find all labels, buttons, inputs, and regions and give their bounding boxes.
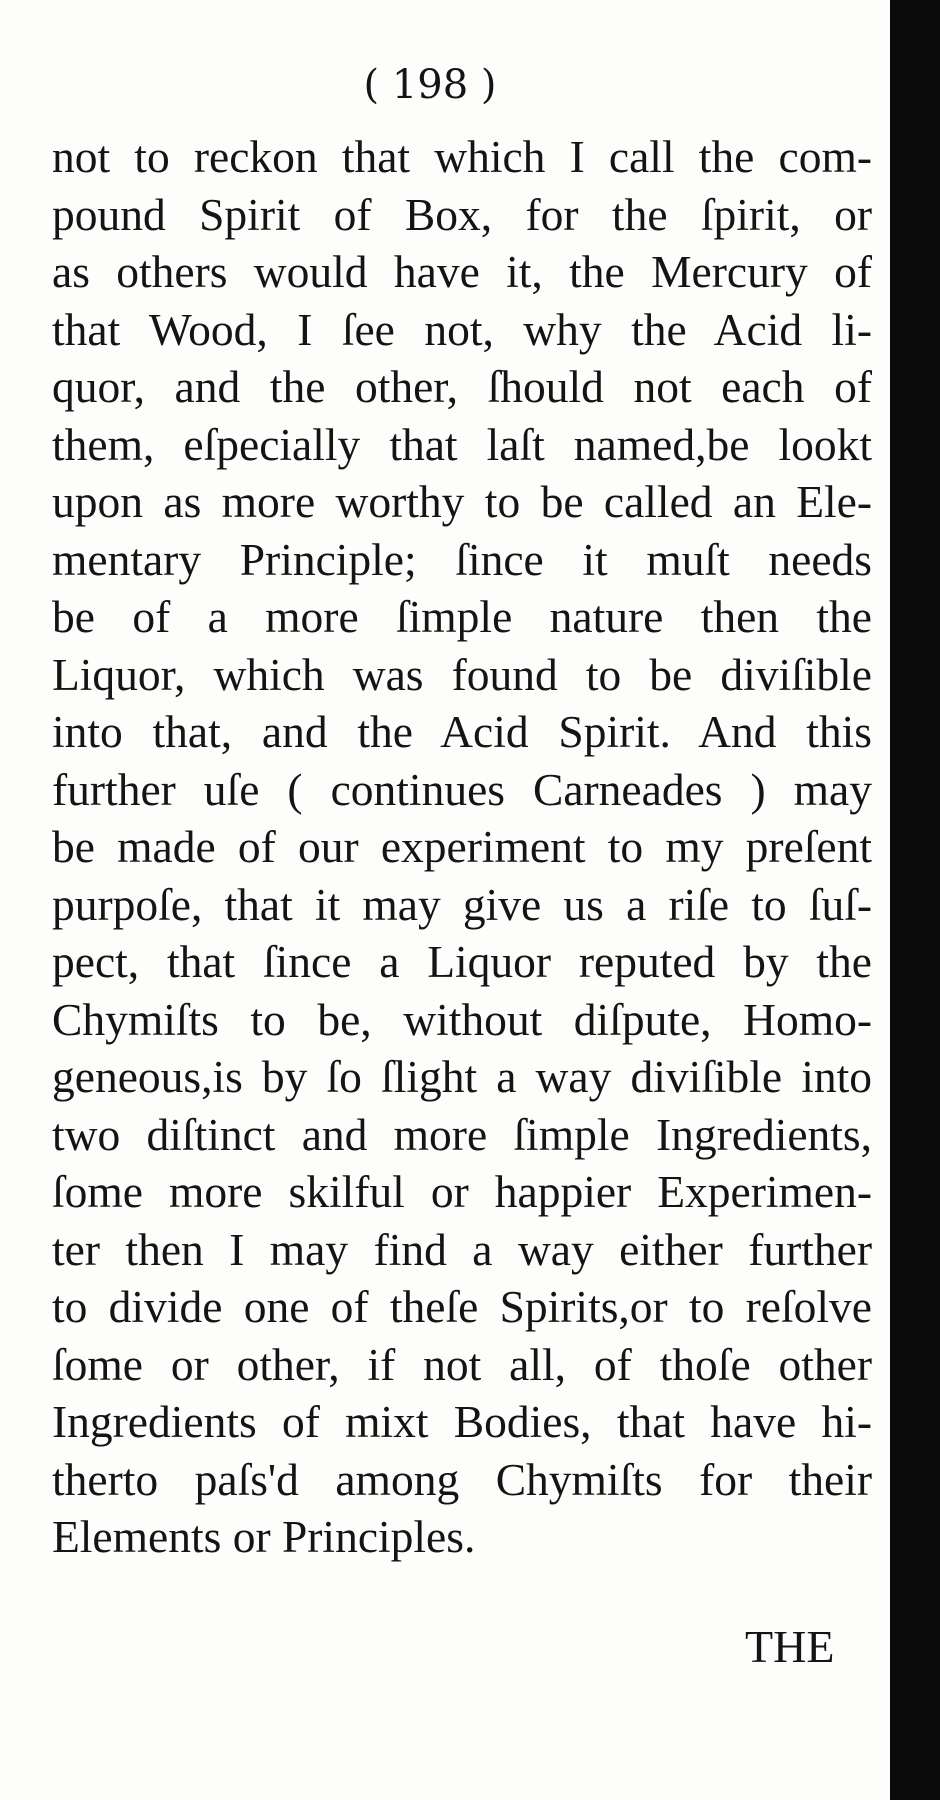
text-line: as others would have it, the Mercury of	[52, 246, 872, 297]
text-line: Ingredients of mixt Bodies, that have hi-	[52, 1396, 872, 1447]
text-line: Liquor, which was found to be diviſible	[52, 648, 872, 700]
text-line: that Wood, I ſee not, why the Acid li-	[52, 303, 872, 355]
text-line: be made of our experiment to my preſent	[52, 821, 872, 872]
text-line: pound Spirit of Box, for the ſpirit, or	[52, 188, 872, 240]
text-line: mentary Principle; ſince it muſt needs	[52, 533, 872, 585]
text-line: Chymiſts to be, without diſpute, Homo-	[52, 993, 872, 1045]
text-line: quor, and the other, ſhould not each of	[52, 361, 872, 412]
text-line: purpoſe, that it may give us a riſe to ſuſ-	[52, 878, 872, 930]
text-line: into that, and the Acid Spirit. And this	[52, 706, 872, 757]
page-number: ( 198 )	[363, 62, 497, 108]
text-line: ter then I may find a way either further	[52, 1223, 872, 1275]
text-line: geneous,is by ſo ſlight a way diviſible into	[52, 1051, 872, 1102]
text-line: be of a more ſimple nature then the	[52, 591, 872, 642]
text-line: ſome or other, if not all, of thoſe other	[52, 1338, 872, 1390]
text-line: pect, that ſince a Liquor reputed by the	[52, 936, 872, 987]
text-line: further uſe ( continues Carneades ) may	[52, 763, 872, 815]
text-line: not to reckon that which I call the com-	[52, 131, 872, 182]
text-line: them, eſpecially that laſt named,be lookt	[52, 418, 872, 470]
text-line: upon as more worthy to be called an Ele-	[52, 476, 872, 527]
catchword: THE	[745, 1621, 835, 1672]
text-line: Elements or Principles.	[52, 1511, 476, 1562]
text-line: two diſtinct and more ſimple Ingredients,	[52, 1108, 872, 1160]
text-line: therto paſs'd among Chymiſts for their	[52, 1453, 872, 1505]
scan-edge-shadow	[890, 0, 940, 1800]
text-line: to divide one of theſe Spirits,or to reſolve	[52, 1281, 872, 1332]
body-text	[52, 128, 872, 1566]
text-line: ſome more skilful or happier Experimen-	[52, 1166, 872, 1217]
